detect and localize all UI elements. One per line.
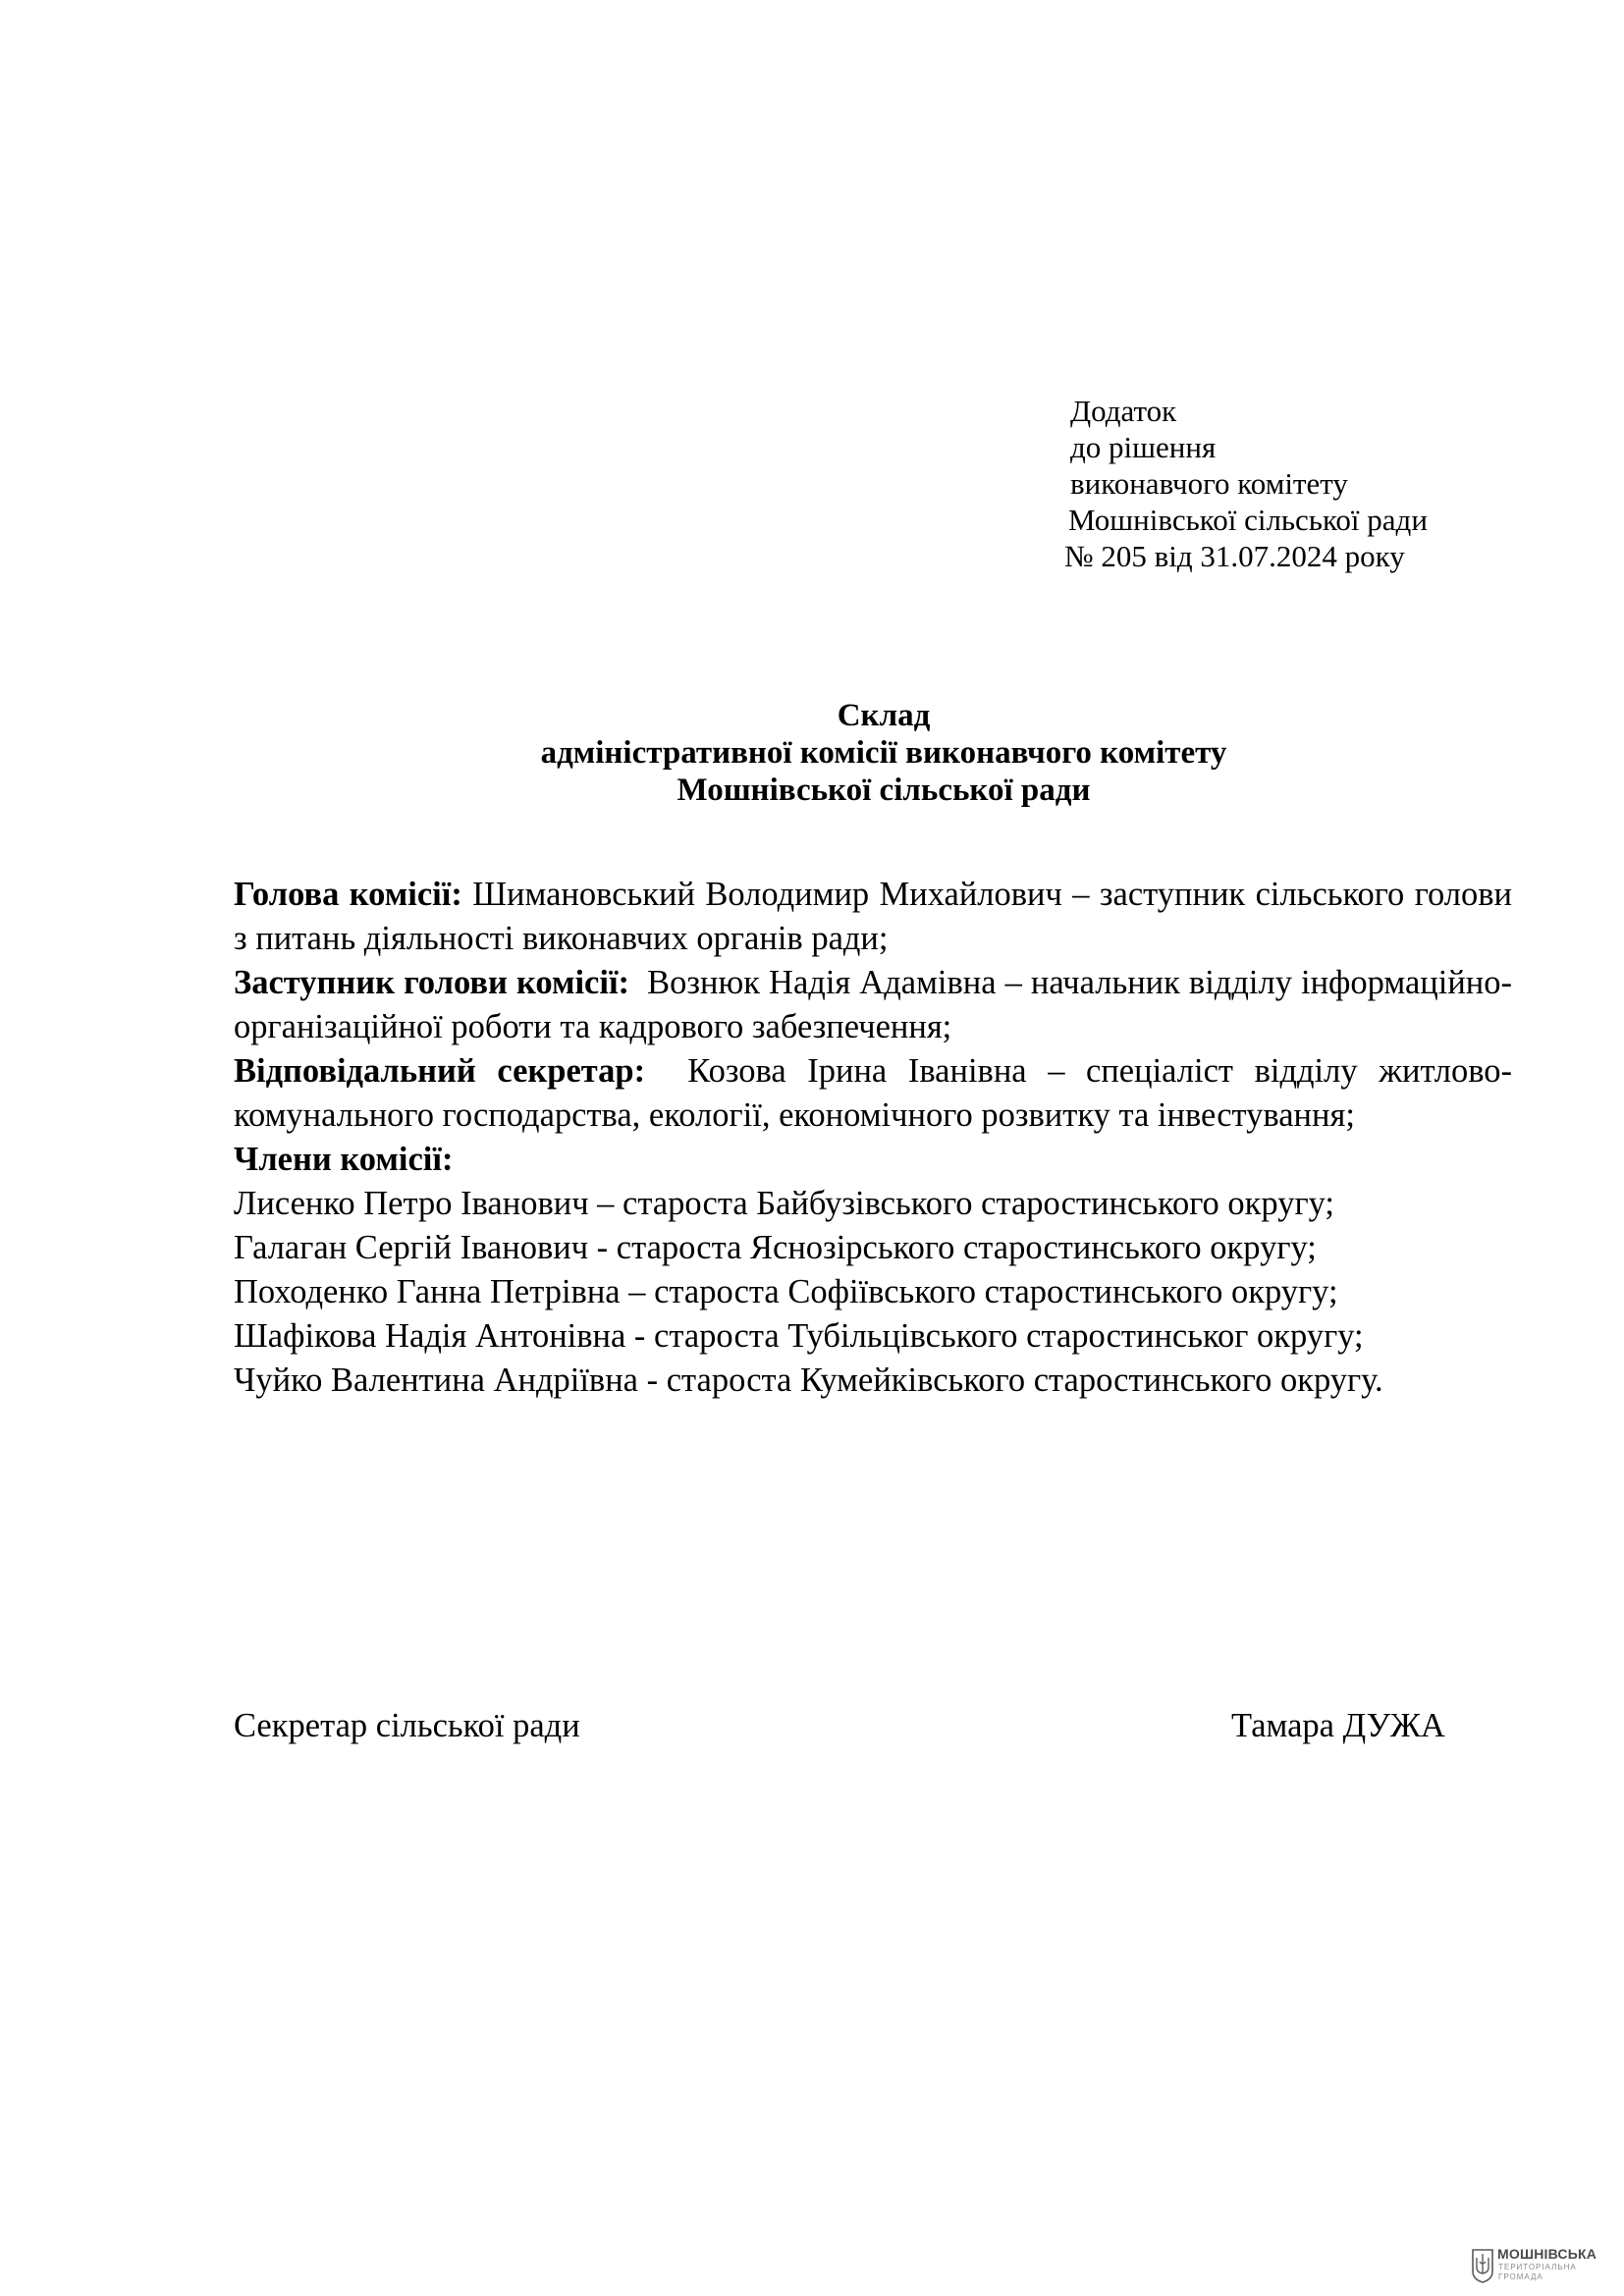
secretary-entry	[234, 1049, 1512, 1138]
member-item: Шафікова Надія Антонівна - староста Тубільцівського старостинськог округу;	[234, 1317, 1364, 1355]
deputy-text: Вознюк Надія Адамівна – начальник відділу інформаційно-організаційної роботи та кадрового забезпечення;	[234, 964, 1512, 1045]
annex-block	[1064, 393, 1428, 574]
composition-list	[234, 873, 1512, 1403]
annex-line-1: Додаток	[1070, 394, 1177, 428]
logo-name: МОШНІВСЬКА	[1497, 2246, 1597, 2262]
title-line-1: Склад	[837, 698, 931, 733]
member-item: Чуйко Валентина Андріївна - староста Кумейківського старостинського округу.	[234, 1362, 1383, 1399]
member-item: Галаган Сергій Іванович - староста Яснозірського старостинського округу;	[234, 1229, 1317, 1266]
signature-name: Тамара ДУЖА	[1231, 1707, 1445, 1744]
head-role: Голова комісії:	[234, 876, 462, 913]
annex-line-4: Мошнівської сільської ради	[1068, 503, 1428, 537]
head-entry	[234, 873, 1512, 961]
deputy-role: Заступник голови комісії:	[234, 964, 630, 1001]
trident-icon	[1471, 2248, 1494, 2283]
community-logo	[1471, 2246, 1618, 2289]
secretary-role: Відповідальний секретар:	[234, 1052, 646, 1090]
title-line-2: адміністративної комісії виконавчого комітету	[540, 735, 1227, 771]
title-line-3: Мошнівської сільської ради	[677, 773, 1091, 808]
secretary-text: Козова Ірина Іванівна – спеціаліст відділу житлово-комунального господарства, екології, економічного розвитку та інвестування;	[234, 1052, 1512, 1134]
document-title	[0, 697, 1624, 809]
annex-line-2: до рішення	[1070, 430, 1217, 464]
member-item: Походенко Ганна Петрівна – староста Софіївського старостинського округу;	[234, 1273, 1338, 1310]
logo-sub-2: ГРОМАДА	[1498, 2272, 1543, 2281]
annex-line-5: № 205 від 31.07.2024 року	[1064, 539, 1405, 573]
members-heading	[234, 1138, 1512, 1182]
member-item: Лисенко Петро Іванович – староста Байбузівського старостинського округу;	[234, 1185, 1334, 1222]
head-text: Шимановський Володимир Михайлович – заступник сільського голови з питань діяльності виконавчих органів ради;	[234, 876, 1513, 957]
members-heading-text: Члени комісії:	[234, 1141, 454, 1178]
annex-line-3: виконавчого комітету	[1070, 466, 1348, 501]
logo-sub-1: ТЕРИТОРІАЛЬНА	[1498, 2263, 1577, 2271]
signature-position: Секретар сільської ради	[234, 1707, 580, 1744]
deputy-entry	[234, 961, 1512, 1049]
